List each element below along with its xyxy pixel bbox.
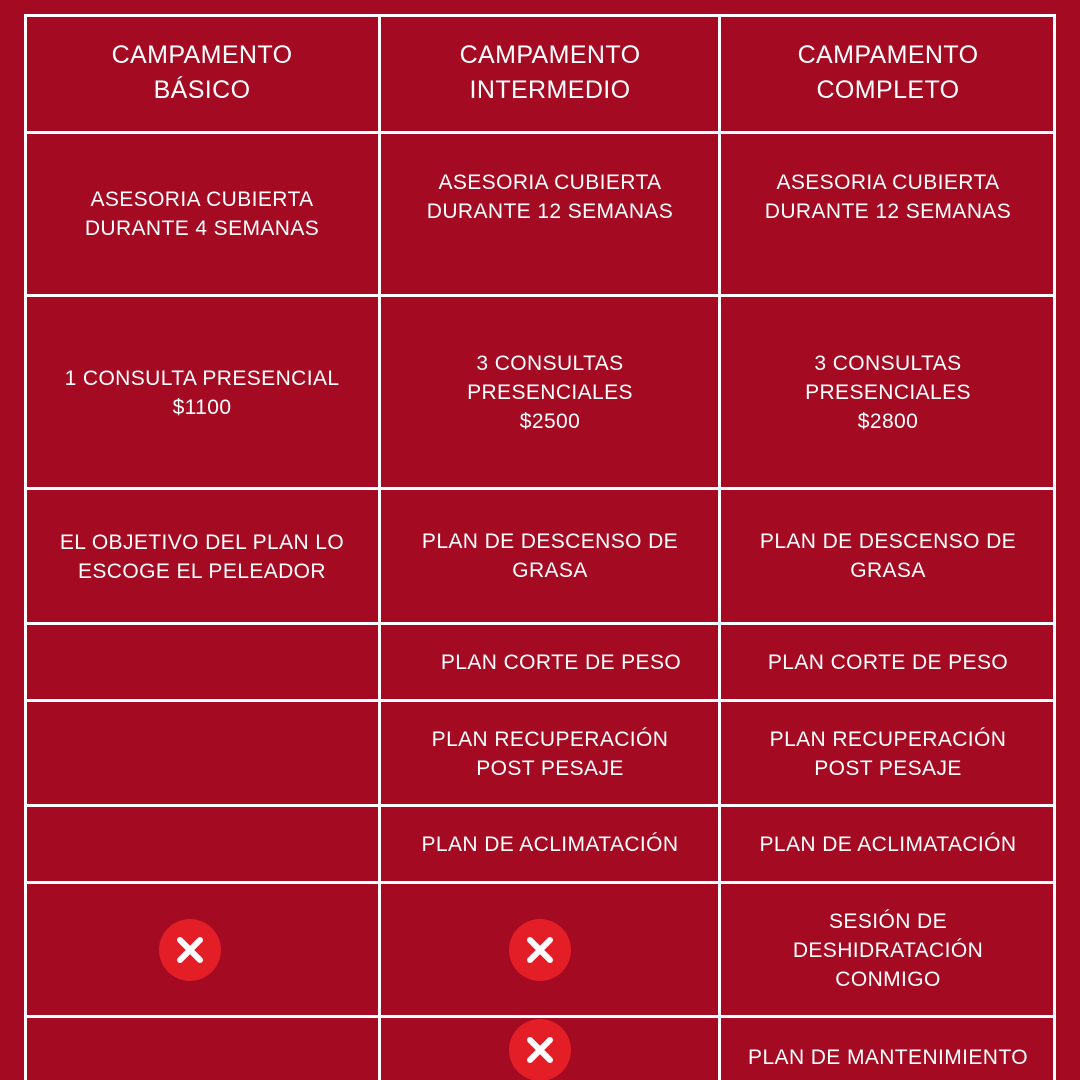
table-row xyxy=(24,883,1056,1017)
header-cell-completo xyxy=(720,14,1056,132)
table-cell xyxy=(380,1017,720,1080)
table-row xyxy=(24,806,1056,883)
divider xyxy=(24,294,1056,297)
header-cell-basico xyxy=(24,14,380,132)
table-cell xyxy=(380,132,720,296)
table-row xyxy=(24,296,1056,489)
table-cell xyxy=(380,806,720,883)
cell-text: EL OBJETIVO DEL PLAN LO ESCOGE EL PELEADOR xyxy=(59,530,345,583)
header-intermedio: CAMPAMENTO INTERMEDIO xyxy=(459,41,641,104)
cell-text: ASESORIA CUBIERTA DURANTE 4 SEMANAS xyxy=(84,188,320,240)
x-mark-icon xyxy=(509,919,571,981)
divider xyxy=(24,699,1056,702)
cell-text: PLAN DE ACLIMATACIÓN xyxy=(759,833,1017,856)
table-cell xyxy=(720,806,1056,883)
cell-text: 1 CONSULTA PRESENCIAL $1100 xyxy=(64,366,340,419)
divider xyxy=(24,14,27,1080)
table-cell xyxy=(24,624,380,701)
divider xyxy=(1053,14,1056,1080)
table-cell xyxy=(720,132,1056,296)
divider xyxy=(24,131,1056,134)
header-basico: CAMPAMENTO BÁSICO xyxy=(111,41,293,104)
cell-text: 3 CONSULTAS PRESENCIALES $2500 xyxy=(467,352,633,433)
table-cell xyxy=(24,132,380,296)
divider xyxy=(24,804,1056,807)
table-cell xyxy=(720,296,1056,489)
cell-text: PLAN DE ACLIMATACIÓN xyxy=(421,833,679,856)
comparison-table xyxy=(24,14,1056,1080)
cell-text: PLAN DE DESCENSO DE GRASA xyxy=(759,530,1017,582)
cell-text: PLAN CORTE DE PESO xyxy=(767,651,1009,674)
table-cell xyxy=(720,883,1056,1017)
cell-text: PLAN RECUPERACIÓN POST PESAJE xyxy=(769,727,1007,780)
table-cell xyxy=(720,489,1056,624)
divider xyxy=(718,14,721,1080)
table-cell xyxy=(380,624,720,701)
table-cell xyxy=(24,489,380,624)
cell-text: ASESORIA CUBIERTA DURANTE 12 SEMANAS xyxy=(764,171,1012,223)
divider xyxy=(24,881,1056,884)
table-cell xyxy=(24,883,380,1017)
table-cell xyxy=(720,624,1056,701)
table-row xyxy=(24,1017,1056,1080)
table-cell xyxy=(380,489,720,624)
table-cell xyxy=(720,701,1056,806)
cell-text: PLAN CORTE DE PESO xyxy=(440,651,682,674)
table-cell xyxy=(24,1017,380,1080)
table-cell xyxy=(380,296,720,489)
cell-text: PLAN DE MANTENIMIENTO xyxy=(748,1046,1028,1069)
x-mark-icon xyxy=(159,919,221,981)
table-row xyxy=(24,489,1056,624)
cell-text: ASESORIA CUBIERTA DURANTE 12 SEMANAS xyxy=(426,171,674,223)
header-cell-intermedio xyxy=(380,14,720,132)
table-cell xyxy=(24,806,380,883)
table-cell xyxy=(24,701,380,806)
cell-text: 3 CONSULTAS PRESENCIALES $2800 xyxy=(805,352,971,433)
table-cell xyxy=(720,1017,1056,1080)
divider xyxy=(24,487,1056,490)
header-row xyxy=(24,14,1056,132)
divider xyxy=(24,1015,1056,1018)
table-row xyxy=(24,624,1056,701)
divider xyxy=(378,14,381,1080)
table-cell xyxy=(24,296,380,489)
table-row xyxy=(24,132,1056,296)
cell-text: PLAN DE DESCENSO DE GRASA xyxy=(421,530,679,582)
divider xyxy=(24,14,1056,17)
table-row xyxy=(24,701,1056,806)
cell-text: SESIÓN DE DESHIDRATACIÓN CONMIGO xyxy=(792,909,984,991)
cell-text: PLAN RECUPERACIÓN POST PESAJE xyxy=(431,727,669,780)
header-completo: CAMPAMENTO COMPLETO xyxy=(797,41,979,104)
table-cell xyxy=(380,701,720,806)
divider xyxy=(24,622,1056,625)
table-cell xyxy=(380,883,720,1017)
x-mark-icon xyxy=(509,1019,571,1080)
